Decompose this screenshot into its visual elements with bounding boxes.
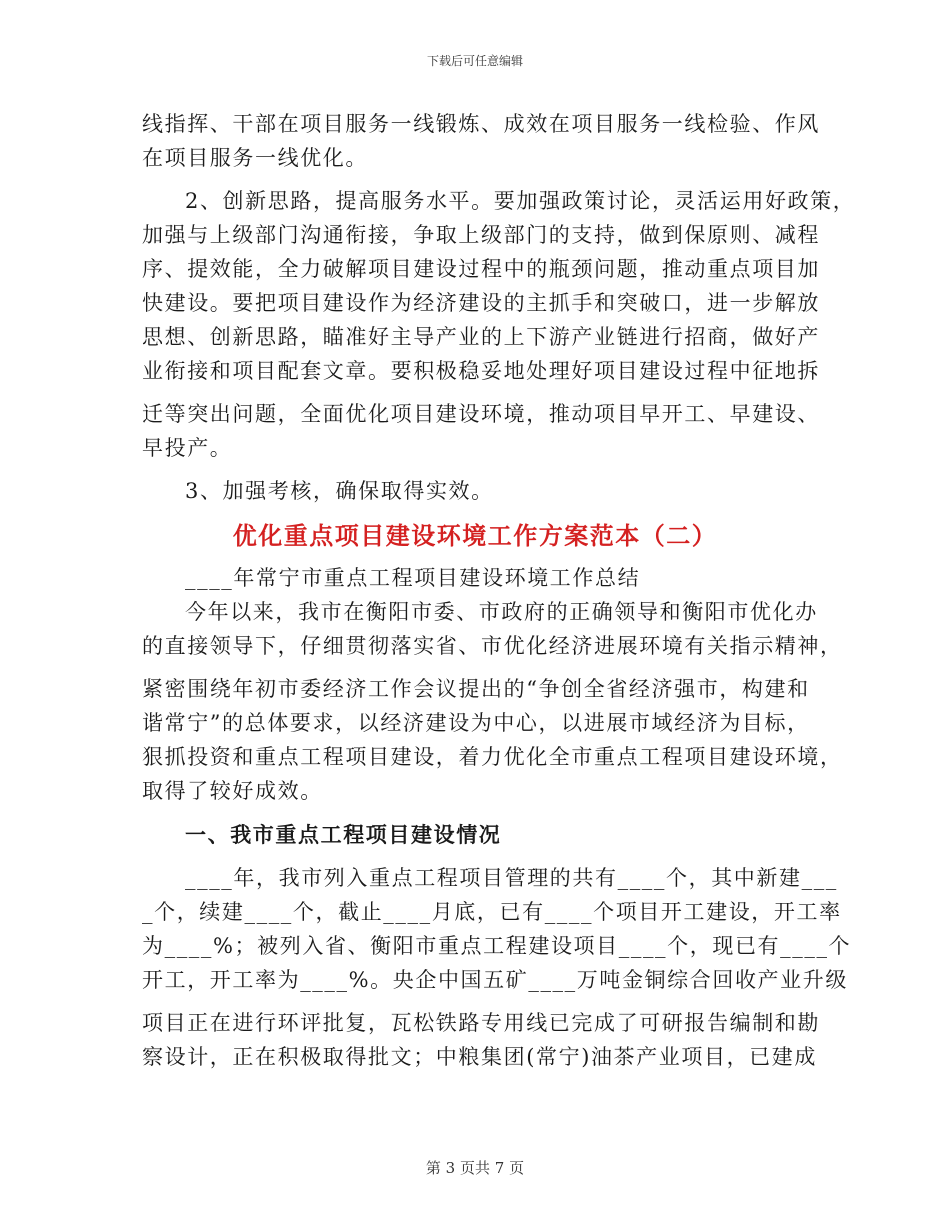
page-footer: 第 3 页共 7 页 bbox=[425, 1159, 525, 1177]
subtitle-line: ____年常宁市重点工程项目建设环境工作总结 bbox=[185, 566, 641, 590]
section-title: 优化重点项目建设环境工作方案范本（二） bbox=[232, 521, 718, 550]
paragraph-line: 迁等突出问题，全面优化项目建设环境，推动项目早开工、早建设、 bbox=[142, 402, 820, 426]
paragraph-line: _个，续建____个，截止____月底，已有____个项目开工建设，开工率 bbox=[142, 900, 842, 924]
paragraph-line: 3、加强考核，确保取得实效。 bbox=[185, 479, 494, 503]
paragraph-line: 线指挥、干部在项目服务一线锻炼、成效在项目服务一线检验、作风 bbox=[142, 112, 820, 136]
paragraph-line: 业衔接和项目配套文章。要积极稳妥地处理好项目建设过程中征地拆 bbox=[142, 359, 820, 383]
paragraph-line: 快建设。要把项目建设作为经济建设的主抓手和突破口，进一步解放 bbox=[142, 291, 820, 315]
paragraph-line: 紧密围绕年初市委经济工作会议提出的“争创全省经济强市，构建和 bbox=[142, 677, 810, 701]
paragraph-line: 狠抓投资和重点工程项目建设，着力优化全市重点工程项目建设环境， bbox=[142, 745, 843, 769]
section-heading: 一、我市重点工程项目建设情况 bbox=[185, 822, 502, 847]
paragraph-line: 察设计，正在积极取得批文；中粮集团(常宁)油茶产业项目，已建成 bbox=[142, 1045, 817, 1069]
paragraph-line: 早投产。 bbox=[142, 436, 233, 460]
paragraph-line: 的直接领导下，仔细贯彻落实省、市优化经济进展环境有关指示精神， bbox=[142, 634, 843, 658]
paragraph-line: 为____%；被列入省、衡阳市重点工程建设项目____个，现已有____个 bbox=[142, 934, 852, 958]
paragraph-line: ____年，我市列入重点工程项目管理的共有____个，其中新建___ bbox=[185, 866, 838, 890]
paragraph-line: 加强与上级部门沟通衔接，争取上级部门的支持，做到保原则、减程 bbox=[142, 223, 820, 247]
paragraph-line: 思想、创新思路，瞄准好主导产业的上下游产业链进行招商，做好产 bbox=[142, 325, 820, 349]
paragraph-line: 取得了较好成效。 bbox=[142, 779, 323, 803]
paragraph-line: 谐常宁”的总体要求，以经济建设为中心，以进展市域经济为目标， bbox=[142, 711, 810, 735]
paragraph-line: 序、提效能，全力破解项目建设过程中的瓶颈问题，推动重点项目加 bbox=[142, 257, 820, 281]
paragraph-line: 2、创新思路，提高服务水平。要加强政策讨论，灵活运用好政策， bbox=[185, 189, 856, 213]
paragraph-line: 项目正在进行环评批复，瓦松铁路专用线已完成了可研报告编制和勘 bbox=[142, 1011, 820, 1035]
page-header: 下载后可任意编辑 bbox=[426, 54, 523, 68]
paragraph-line: 开工，开工率为____%。央企中国五矿____万吨金铜综合回收产业升级 bbox=[142, 968, 848, 992]
paragraph-line: 在项目服务一线优化。 bbox=[142, 146, 368, 170]
paragraph-line: 今年以来，我市在衡阳市委、市政府的正确领导和衡阳市优化办 bbox=[185, 600, 818, 624]
